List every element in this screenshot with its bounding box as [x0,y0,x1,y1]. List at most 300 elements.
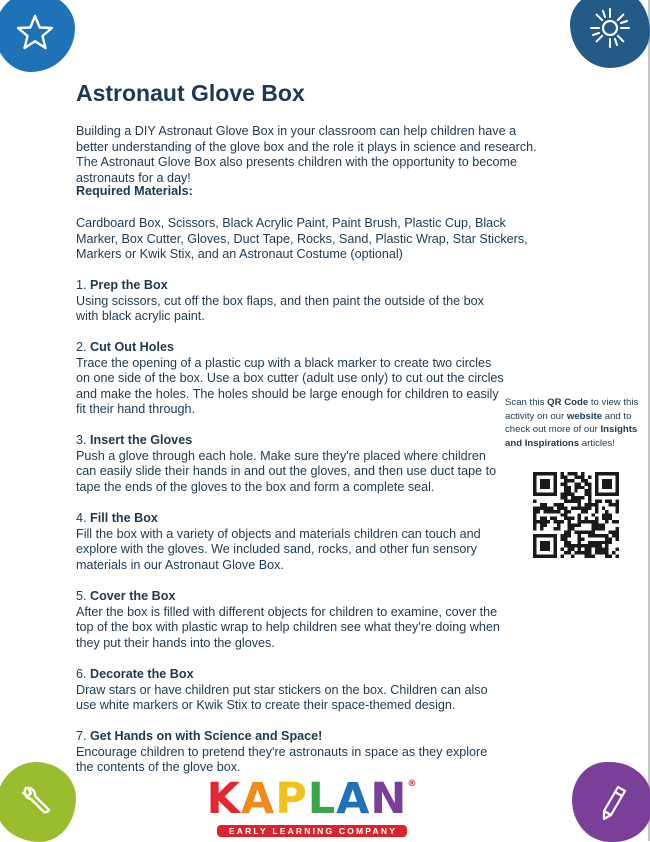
website-label[interactable]: website [566,410,603,422]
qr-module [571,500,574,503]
qr-code-label: QR Code [547,397,589,408]
qr-module [574,472,577,475]
qr-module [591,524,594,527]
qr-module [567,544,570,547]
qr-module [564,506,567,509]
qr-module [581,506,584,509]
qr-module [602,527,605,530]
qr-module [598,551,601,554]
step-number: 2. [76,340,87,354]
qr-module [554,503,557,506]
qr-module [567,486,570,489]
qr-module [571,524,574,527]
qr-module [540,524,543,527]
qr-module [616,500,619,503]
qr-module [598,541,601,544]
qr-module [616,548,619,551]
qr-module [536,506,539,509]
qr-module [588,548,591,551]
qr-module [567,500,570,503]
qr-module [564,500,567,503]
qr-module [564,510,567,513]
qr-module [578,496,581,499]
qr-module [585,544,588,547]
qr-module [602,506,605,509]
qr-module [571,496,574,499]
qr-module [578,503,581,506]
qr-module [612,503,615,506]
qr-module [564,530,567,533]
qr-caption [505,396,647,450]
qr-module [533,517,536,520]
qr-module [561,548,564,551]
qr-module [578,551,581,554]
qr-module [595,534,598,537]
step-7 [76,729,508,776]
qr-module [547,510,550,513]
qr-module [585,551,588,554]
qr-module [595,517,598,520]
qr-module [598,544,601,547]
qr-module [585,510,588,513]
qr-module [561,472,564,475]
qr-module [554,527,557,530]
qr-module [616,534,619,537]
step-number: 4. [76,511,87,525]
qr-module [578,541,581,544]
qr-module [567,530,570,533]
qr-module [567,527,570,530]
qr-module [591,530,594,533]
qr-module [616,520,619,523]
qr-module [561,520,564,523]
qr-module [585,482,588,485]
qr-module [536,520,539,523]
qr-module [609,541,612,544]
star-icon [15,12,55,52]
qr-module [557,506,560,509]
qr-module [605,555,608,558]
pencil-badge [572,762,650,842]
qr-module [616,555,619,558]
qr-module [591,527,594,530]
qr-module [591,534,594,537]
qr-module [588,534,591,537]
qr-module [605,544,608,547]
qr-module [554,510,557,513]
qr-module [588,530,591,533]
qr-module [585,517,588,520]
logo-letter: A [336,774,371,824]
qr-module [564,544,567,547]
qr-module [588,500,591,503]
qr-module [543,503,546,506]
qr-module [602,541,605,544]
qr-module [581,496,584,499]
qr-module [561,496,564,499]
intro-paragraph: Building a DIY Astronaut Glove Box in your classroom can help children have a better understanding of the glove box and the role it plays in science and research. The Astronaut Glove Box also presents children with the opportunity to become astronauts for a day! [76,124,537,185]
qr-module [591,513,594,516]
qr-module [588,475,591,478]
qr-module [585,555,588,558]
qr-module [574,482,577,485]
qr-module [571,544,574,547]
qr-module [574,551,577,554]
qr-module [591,555,594,558]
qr-module [578,534,581,537]
qr-module [578,530,581,533]
qr-module [567,510,570,513]
qr-module [585,520,588,523]
qr-module [574,544,577,547]
step-2 [76,340,508,418]
sun-badge [570,0,650,68]
qr-finder [540,541,550,551]
step-number: 1. [76,278,87,292]
qr-module [588,489,591,492]
qr-module [605,513,608,516]
qr-module [605,534,608,537]
qr-module [540,506,543,509]
qr-module [540,503,543,506]
star-badge [0,0,75,72]
qr-module [602,513,605,516]
qr-module [591,541,594,544]
qr-module [595,551,598,554]
qr-module [588,555,591,558]
qr-module [557,524,560,527]
qr-module [533,524,536,527]
qr-module [567,493,570,496]
qr-module [571,548,574,551]
qr-module [595,527,598,530]
step-text: After the box is filled with different objects for children to examine, cover the top of the box with plastic wrap to help children see what they're doing when they put their hands into the gloves. [76,604,500,650]
step-text: Trace the opening of a plastic cup with a black marker to create two circles on one side of the box. Use a box cutter (adult use only) to cut out the circles and make the holes. The holes should be large enough for children to easily fit their hand through. [76,355,504,417]
qr-module [605,541,608,544]
qr-module [616,527,619,530]
qr-module [616,506,619,509]
qr-module [581,544,584,547]
qr-module [574,496,577,499]
qr-module [540,527,543,530]
qr-module [533,520,536,523]
qr-module [616,537,619,540]
qr-module [578,506,581,509]
qr-module [564,482,567,485]
qr-module [605,517,608,520]
qr-module [561,537,564,540]
qr-module [581,486,584,489]
step-heading: Prep the Box [90,278,168,292]
step-heading: Cover the Box [90,589,176,603]
qr-module [571,527,574,530]
step-6 [76,667,508,714]
qr-module [571,517,574,520]
qr-module [595,500,598,503]
qr-module [564,517,567,520]
qr-module [533,506,536,509]
qr-module [595,520,598,523]
qr-module [571,472,574,475]
wrench-icon [16,782,56,822]
qr-module [574,489,577,492]
qr-module [602,534,605,537]
step-number: 7. [76,729,87,743]
qr-module [581,520,584,523]
qr-module [605,500,608,503]
qr-module [561,513,564,516]
registered-mark: ® [407,779,418,789]
qr-module [605,520,608,523]
insights-label[interactable]: Insights and Inspirations [505,424,638,449]
qr-caption-text: articles! [579,437,615,449]
qr-module [595,544,598,547]
qr-module [561,506,564,509]
qr-module [588,541,591,544]
qr-module [588,493,591,496]
kaplan-logo [194,774,430,839]
qr-module [564,534,567,537]
qr-module [585,530,588,533]
qr-module [612,520,615,523]
qr-caption-text: and to check out more of our [505,410,632,435]
step-text: Encourage children to pretend they're astronauts in space as they explore the contents of the glove box. [76,744,488,775]
qr-module [609,513,612,516]
qr-module [591,503,594,506]
qr-module [540,520,543,523]
qr-module [564,493,567,496]
qr-module [581,551,584,554]
qr-module [605,510,608,513]
qr-module [578,500,581,503]
qr-module [567,472,570,475]
qr-module [567,479,570,482]
qr-module [543,520,546,523]
qr-module [595,506,598,509]
qr-module [554,517,557,520]
qr-module [591,520,594,523]
step-text: Using scissors, cut off the box flaps, and then paint the outside of the box with black acrylic paint. [76,293,484,324]
step-number: 6. [76,667,87,681]
qr-module [543,506,546,509]
qr-module [588,496,591,499]
qr-module [609,503,612,506]
qr-module [598,524,601,527]
qr-module [543,517,546,520]
qr-module [561,503,564,506]
qr-module [561,493,564,496]
qr-module [547,506,550,509]
step-text: Push a glove through each hole. Make sure they're placed where children can easily slide their hands in and out the gloves, and then use duct tape to tape the ends of the gloves to the box and form a complete seal. [76,448,497,494]
qr-module [561,534,564,537]
qr-module [557,503,560,506]
qr-module [605,548,608,551]
page-title: Astronaut Glove Box [76,80,305,106]
qr-module [616,510,619,513]
qr-module [571,479,574,482]
qr-module [578,517,581,520]
qr-module [547,520,550,523]
step-heading: Get Hands on with Science and Space! [90,729,323,743]
logo-letter: L [307,774,337,824]
qr-module [598,534,601,537]
qr-module [578,524,581,527]
qr-module [561,475,564,478]
logo-letter: P [275,774,308,824]
qr-module [561,555,564,558]
qr-module [612,534,615,537]
qr-module [564,513,567,516]
qr-module [578,482,581,485]
qr-module [588,520,591,523]
qr-module [585,479,588,482]
logo-letter: A [240,774,276,824]
qr-module [550,517,553,520]
qr-caption-text: Scan this [505,397,548,408]
qr-module [616,503,619,506]
qr-module [578,513,581,516]
logo-tagline: EARLY LEARNING COMPANY [217,825,407,837]
qr-module [567,541,570,544]
qr-module [591,544,594,547]
step-text: Fill the box with a variety of objects and materials children can touch and explore with the gloves. We included sand, rocks, and other fun sensory materials in our Astronaut Glove Box. [76,526,481,572]
qr-module [567,489,570,492]
qr-module [581,530,584,533]
qr-module [595,541,598,544]
qr-module [585,506,588,509]
qr-module [581,475,584,478]
qr-module [609,517,612,520]
step-3 [76,433,508,495]
qr-module [540,517,543,520]
qr-module [574,530,577,533]
qr-module [595,503,598,506]
qr-module [585,503,588,506]
qr-module [602,548,605,551]
qr-module [609,530,612,533]
qr-module [602,524,605,527]
qr-module [581,479,584,482]
qr-module [602,551,605,554]
qr-module [585,493,588,496]
qr-code[interactable] [533,472,619,558]
qr-module [578,520,581,523]
qr-module [564,486,567,489]
step-5 [76,589,508,651]
wrench-badge [0,762,76,842]
qr-module [543,510,546,513]
qr-module [550,510,553,513]
qr-module [588,506,591,509]
step-number: 5. [76,589,87,603]
step-heading: Decorate the Box [90,667,194,681]
qr-module [581,537,584,540]
qr-module [567,520,570,523]
qr-module [598,527,601,530]
qr-module [561,482,564,485]
qr-module [578,537,581,540]
qr-module [536,510,539,513]
qr-module [588,544,591,547]
sun-icon [588,6,632,50]
qr-module [595,510,598,513]
logo-letter: N [370,774,408,824]
qr-module [578,548,581,551]
qr-module [574,486,577,489]
qr-module [598,548,601,551]
qr-module [588,551,591,554]
qr-module [602,517,605,520]
qr-module [567,534,570,537]
logo-letter: K [206,774,241,824]
qr-module [564,537,567,540]
qr-module [585,489,588,492]
qr-module [564,541,567,544]
qr-caption-text: to view this activity on our [505,397,639,422]
qr-module [567,524,570,527]
qr-module [571,555,574,558]
qr-module [557,527,560,530]
qr-module [609,555,612,558]
qr-module [550,506,553,509]
qr-module [571,493,574,496]
qr-module [533,527,536,530]
qr-module [564,479,567,482]
step-1 [76,278,508,325]
qr-module [557,520,560,523]
qr-module [616,530,619,533]
qr-module [588,503,591,506]
step-number: 3. [76,433,87,447]
qr-module [533,510,536,513]
qr-module [574,500,577,503]
qr-module [564,551,567,554]
step-heading: Fill the Box [90,511,158,525]
qr-module [554,520,557,523]
qr-module [557,510,560,513]
qr-module [585,548,588,551]
materials-heading: Required Materials: [76,184,193,198]
qr-module [567,548,570,551]
qr-finder [602,479,612,489]
qr-module [564,475,567,478]
qr-module [571,506,574,509]
qr-module [567,517,570,520]
qr-module [595,548,598,551]
step-heading: Cut Out Holes [90,340,174,354]
qr-module [598,500,601,503]
qr-module [612,530,615,533]
step-4 [76,511,508,573]
qr-module [574,475,577,478]
qr-module [567,551,570,554]
qr-module [564,489,567,492]
qr-module [609,500,612,503]
qr-module [533,513,536,516]
pencil-icon [592,782,632,822]
qr-module [609,537,612,540]
qr-module [612,551,615,554]
qr-module [605,551,608,554]
qr-module [578,544,581,547]
qr-module [543,524,546,527]
qr-module [588,482,591,485]
step-heading: Insert the Gloves [90,433,193,447]
qr-module [581,510,584,513]
qr-module [595,524,598,527]
qr-module [605,537,608,540]
qr-module [588,486,591,489]
